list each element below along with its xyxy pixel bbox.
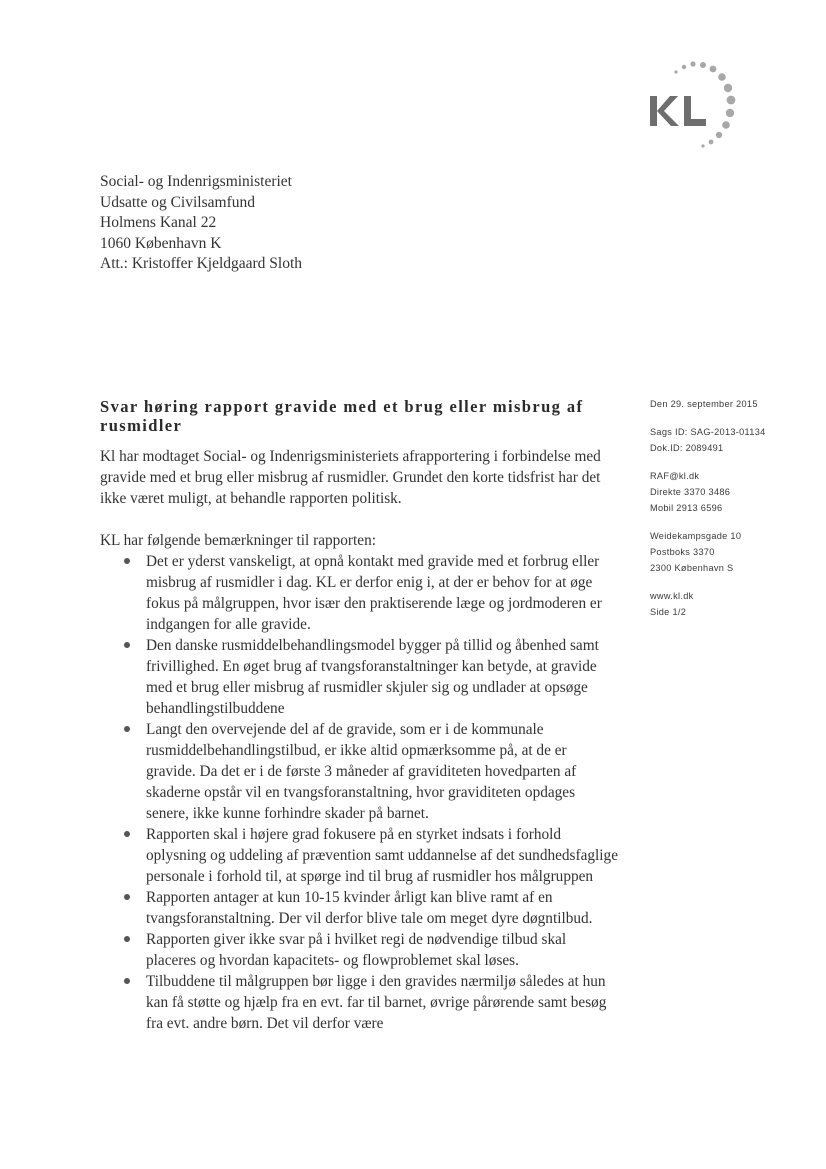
document-id: Dok.ID: 2089491 bbox=[650, 443, 724, 453]
remarks-heading: KL har følgende bemærkninger til rapporten: bbox=[100, 532, 376, 549]
contact-email: RAF@kl.dk bbox=[650, 471, 700, 481]
bullet-icon bbox=[124, 894, 130, 900]
recipient-line: Social- og Indenrigsministeriet bbox=[100, 173, 292, 190]
list-item-text: Det er yderst vanskeligt, at opnå kontakt med gravide med et forbrug eller misbrug af rusmidler i dag. KL er derfor enig i, at der er behov for at øge fokus på målgruppen, hvor især den praktiserende læge og jordmoderen er indgangen for alle gravide. bbox=[146, 553, 602, 633]
list-item bbox=[100, 929, 620, 971]
list-item-text: Langt den overvejende del af de gravide, som er i de kommunale rusmiddelbehandlingstilbud, er ikke altid opmærksomme på, at de er gravide. Da det er i de første 3 måneder af graviditeten hovedparten af skaderne opstår vil en tvangsforanstaltning, hvor graviditeten opdages senere, ikke kunne forhindre skader på barnet. bbox=[146, 721, 577, 822]
po-box: Postboks 3370 bbox=[650, 547, 715, 557]
list-item bbox=[100, 824, 620, 887]
bullet-icon bbox=[124, 558, 130, 564]
list-item bbox=[100, 719, 620, 824]
sender-info-sidebar bbox=[650, 396, 810, 620]
list-item bbox=[100, 887, 620, 929]
recipient-address bbox=[100, 172, 302, 275]
list-item bbox=[100, 635, 620, 719]
remarks-list bbox=[100, 551, 620, 1034]
postal-city: 2300 København S bbox=[650, 563, 734, 573]
page-number: Side 1/2 bbox=[650, 607, 687, 617]
direct-phone: Direkte 3370 3486 bbox=[650, 487, 731, 497]
bullet-icon bbox=[124, 831, 130, 837]
bullet-icon bbox=[124, 726, 130, 732]
street-address: Weidekampsgade 10 bbox=[650, 531, 742, 541]
recipient-line: 1060 København K bbox=[100, 234, 222, 252]
list-item bbox=[100, 971, 620, 1034]
bullet-icon bbox=[124, 936, 130, 942]
recipient-line: Att.: Kristoffer Kjeldgaard Sloth bbox=[100, 255, 303, 272]
bullet-icon bbox=[124, 978, 130, 984]
letter-title: Svar høring rapport gravide med et brug eller misbrug af rusmidler bbox=[100, 397, 584, 435]
kl-logo-graphic bbox=[640, 56, 750, 156]
letter-body bbox=[100, 446, 620, 1034]
case-id: Sags ID: SAG-2013-01134 bbox=[650, 427, 766, 437]
list-item-text: Den danske rusmiddelbehandlingsmodel bygger på tillid og åbenhed samt frivillighed. En øget brug af tvangsforanstaltninger kan betyde, at gravide med et brug eller misbrug af rusmidler skjuler sig og undlader at opsøge behandlingstilbuddene bbox=[146, 637, 599, 717]
list-item-text: Rapporten antager at kun 10-15 kvinder årligt kan blive ramt af en tvangsforanstaltning. Der vil derfor blive tale om meget dyre døgntilbud. bbox=[146, 889, 593, 927]
recipient-line: Holmens Kanal 22 bbox=[100, 214, 217, 231]
intro-paragraph: Kl har modtaget Social- og Indenrigsministeriets afrapportering i forbindelse med gravide med et brug eller misbrug af rusmidler. Grundet den korte tidsfrist har det ikke været muligt, at behandle rapporten politisk. bbox=[100, 448, 601, 507]
list-item bbox=[100, 551, 620, 635]
list-item-text: Tilbuddene til målgruppen bør ligge i den gravides nærmiljø således at hun kan få støtte og hjælp fra en evt. far til barnet, øvrige pårørende samt besøg fra evt. andre børn. Det vil derfor være bbox=[146, 973, 607, 1032]
letter-date: Den 29. september 2015 bbox=[650, 399, 758, 409]
bullet-icon bbox=[124, 642, 130, 648]
kl-logo bbox=[640, 56, 750, 156]
list-item-text: Rapporten giver ikke svar på i hvilket regi de nødvendige tilbud skal placeres og hvordan kapacitets- og flowproblemet skal løses. bbox=[146, 931, 567, 969]
recipient-line: Udsatte og Civilsamfund bbox=[100, 193, 255, 211]
website: www.kl.dk bbox=[650, 591, 694, 601]
mobile-phone: Mobil 2913 6596 bbox=[650, 503, 723, 513]
list-item-text: Rapporten skal i højere grad fokusere på en styrket indsats i forhold oplysning og uddeling af prævention samt uddannelse af det sundhedsfaglige personale i forhold til, at spørge ind til brug af rusmidler hos målgruppen bbox=[146, 826, 618, 885]
